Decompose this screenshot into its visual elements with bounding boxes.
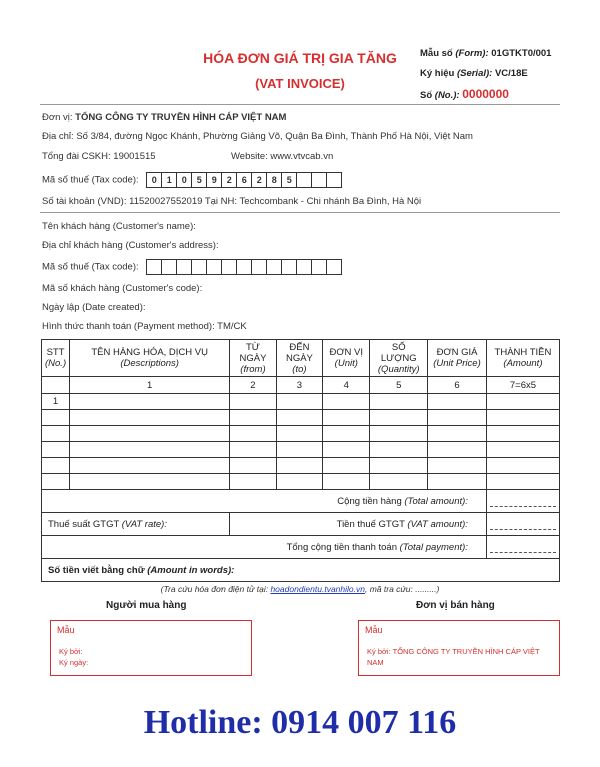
tax-digit-box	[311, 259, 327, 275]
total-amount-row: Cộng tiền hàng (Total amount):	[42, 490, 560, 513]
buyer-payment: Hình thức thanh toán (Payment method): TM/CK	[42, 321, 247, 332]
tax-digit-box: 6	[236, 172, 252, 188]
buyer-name: Tên khách hàng (Customer's name):	[42, 221, 196, 232]
tax-digit-box	[281, 259, 297, 275]
tax-digit-box: 8	[266, 172, 282, 188]
tax-digit-box	[326, 172, 342, 188]
tax-digit-box	[251, 259, 267, 275]
buyer-address: Địa chỉ khách hàng (Customer's address):	[42, 240, 219, 251]
table-row	[42, 442, 560, 458]
form-number: Mẫu số (Form): 01GTKT0/001	[420, 48, 552, 59]
amount-in-words-row: Số tiền viết bằng chữ (Amount in words):	[42, 559, 560, 582]
seller-unit: Đơn vị: TỔNG CÔNG TY TRUYỀN HÌNH CÁP VIỆT NAM	[42, 112, 287, 123]
numbering-cell: 1	[70, 377, 230, 394]
serial-number: Ký hiệu (Serial): VC/18E	[420, 68, 528, 79]
tax-digit-box	[311, 172, 327, 188]
numbering-row	[42, 377, 560, 394]
seller-website: Website: www.vtvcab.vn	[231, 151, 334, 162]
tax-digit-box: 9	[206, 172, 222, 188]
numbering-cell: 5	[370, 377, 428, 394]
table-row	[42, 458, 560, 474]
table-row	[42, 426, 560, 442]
invoice-number: Số (No.): 0000000	[420, 87, 509, 101]
table-header-row	[42, 340, 560, 377]
tax-digit-box	[326, 259, 342, 275]
buyer-date: Ngày lập (Date created):	[42, 302, 146, 313]
vat-row: Thuế suất GTGT (VAT rate): Tiền thuế GTGT (VAT amount):	[42, 513, 560, 536]
buyer-signature-box: Mẫu Ký bởi: Ký ngày:	[50, 620, 252, 676]
tax-digit-box	[176, 259, 192, 275]
header-cell: ĐƠN VỊ (Unit)	[323, 340, 370, 377]
table-row: 1	[42, 394, 560, 410]
lookup-link[interactable]: hoadondientu.tvanhilo.vn	[270, 584, 365, 594]
tax-digit-box: 5	[281, 172, 297, 188]
hotline-banner: Hotline: 0914 007 116	[143, 704, 457, 741]
invoice-subtitle: (VAT INVOICE)	[255, 76, 345, 91]
invoice-title: HÓA ĐƠN GIÁ TRỊ GIA TĂNG	[203, 50, 397, 66]
seller-tax-code: Mã số thuế (Tax code): 0 1 0 5 9 2 6 2 8 5	[42, 172, 342, 188]
buyer-signature-title: Người mua hàng	[106, 600, 187, 611]
tax-digit-box	[296, 172, 312, 188]
header-cell: SỐ LƯỢNG (Quantity)	[370, 340, 428, 377]
tax-digit-box: 2	[221, 172, 237, 188]
header-cell: STT (No.)	[42, 340, 70, 377]
seller-hotline: Tổng đài CSKH: 19001515	[42, 151, 156, 162]
header-cell: ĐẾN NGÀY (to)	[276, 340, 322, 377]
tax-digit-box	[296, 259, 312, 275]
form-info	[420, 44, 551, 106]
total-payment-row: Tổng cộng tiền thanh toán (Total payment):	[42, 536, 560, 559]
numbering-cell: 2	[230, 377, 276, 394]
tax-digit-box: 5	[191, 172, 207, 188]
numbering-cell: 3	[276, 377, 322, 394]
header-cell: THÀNH TIỀN (Amount)	[486, 340, 559, 377]
tax-digit-box	[206, 259, 222, 275]
buyer-tax-code: Mã số thuế (Tax code):	[42, 259, 342, 275]
table-row	[42, 474, 560, 490]
tax-digit-box	[236, 259, 252, 275]
buyer-tax-digits	[147, 259, 342, 275]
divider	[40, 212, 560, 213]
numbering-cell	[42, 377, 70, 394]
tax-digit-box	[161, 259, 177, 275]
seller-signature-box: Mẫu Ký bởi: TỔNG CÔNG TY TRUYỀN HÌNH CÁP VIỆT NAM	[358, 620, 560, 676]
tax-digit-box	[266, 259, 282, 275]
header-cell: TÊN HÀNG HÓA, DỊCH VỤ (Descriptions)	[70, 340, 230, 377]
seller-bank: Số tài khoản (VND): 11520027552019 Tại NH: Techcombank - Chi nhánh Ba Đình, Hà Nội	[42, 196, 422, 207]
tax-digit-box: 2	[251, 172, 267, 188]
buyer-code: Mã số khách hàng (Customer's code):	[42, 283, 203, 294]
seller-tax-digits	[147, 172, 342, 188]
numbering-cell: 7=6x5	[486, 377, 559, 394]
tax-digit-box: 0	[146, 172, 162, 188]
numbering-cell: 4	[323, 377, 370, 394]
tax-digit-box	[146, 259, 162, 275]
divider	[40, 104, 560, 105]
numbering-cell: 6	[428, 377, 487, 394]
table-row	[42, 410, 560, 426]
items-table	[41, 339, 560, 582]
tax-digit-box	[221, 259, 237, 275]
seller-signature-title: Đơn vị bán hàng	[416, 600, 495, 611]
tax-digit-box: 1	[161, 172, 177, 188]
tax-digit-box: 0	[176, 172, 192, 188]
header-cell: ĐƠN GIÁ (Unit Price)	[428, 340, 487, 377]
lookup-note: (Tra cứu hóa đơn điện tử tại: hoadondientu.tvanhilo.vn, mã tra cứu: .........)	[160, 584, 440, 594]
header-cell: TỪ NGÀY (from)	[230, 340, 276, 377]
tax-digit-box	[191, 259, 207, 275]
seller-address: Địa chỉ: Số 3/84, đường Ngọc Khánh, Phường Giảng Võ, Quận Ba Đình, Thành Phố Hà Nội, Việt Nam	[42, 131, 473, 142]
